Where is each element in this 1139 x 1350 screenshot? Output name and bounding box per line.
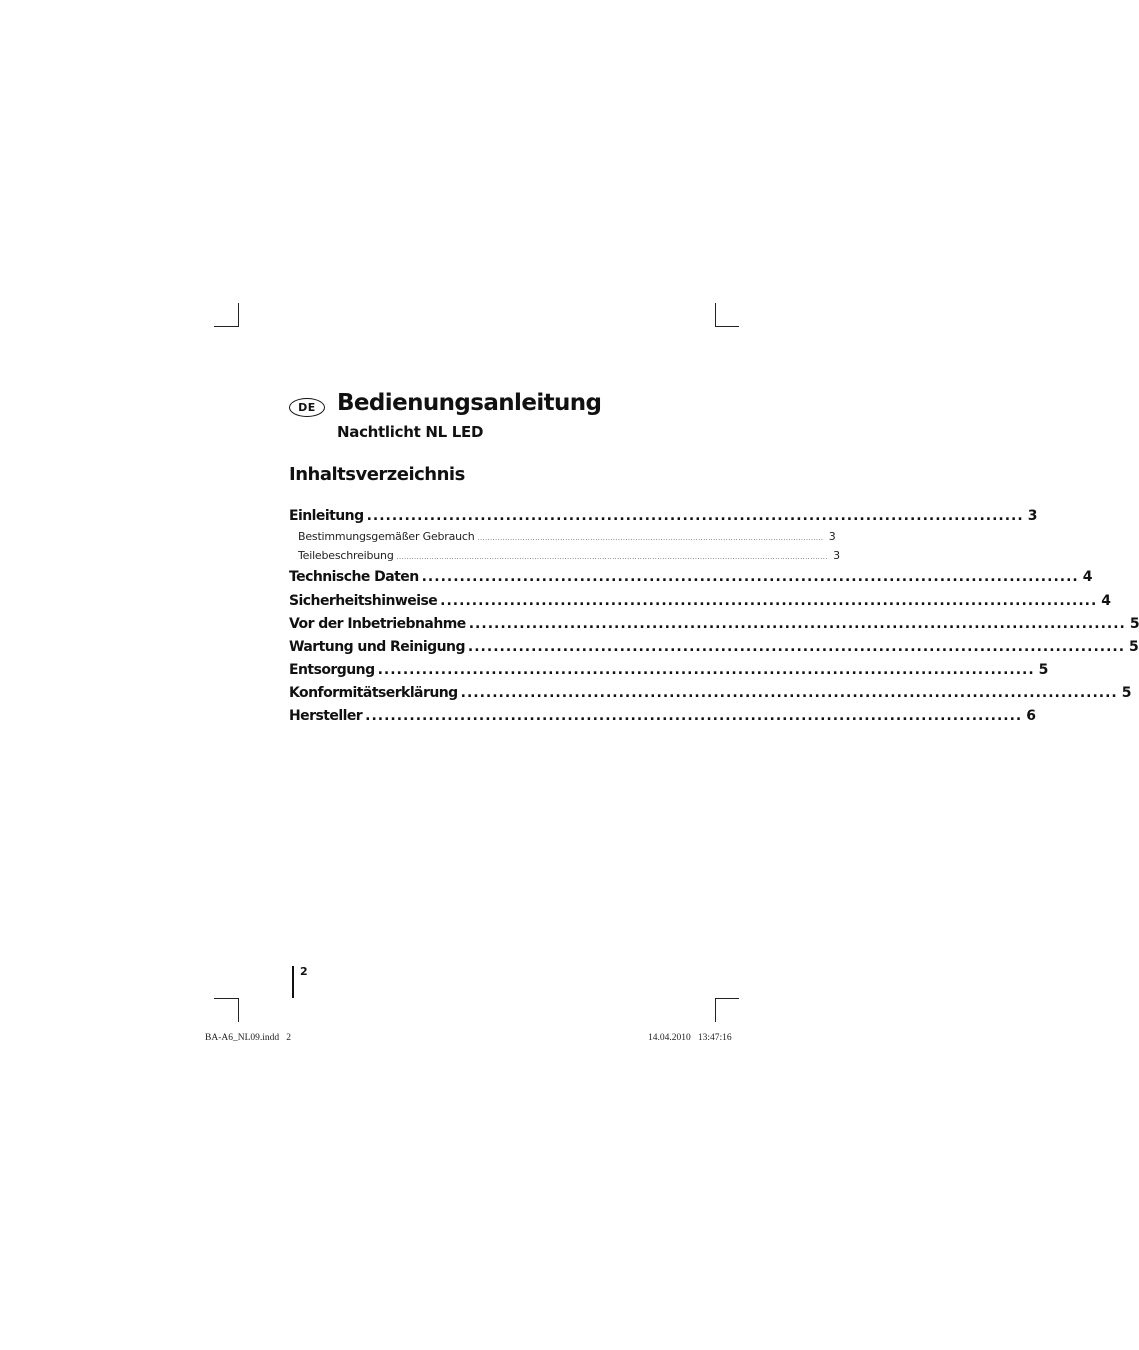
toc-leader-dots: ........................................................................................................ bbox=[467, 639, 1126, 655]
product-subtitle: Nachtlicht NL LED bbox=[337, 423, 484, 441]
language-badge: DE bbox=[289, 398, 325, 417]
toc-entry-label: Vor der Inbetriebnahme bbox=[289, 616, 466, 632]
document-title: Bedienungsanleitung bbox=[337, 390, 602, 416]
crop-mark-bottom-right-h bbox=[715, 998, 739, 999]
slug-timestamp: 14.04.2010 13:47:16 bbox=[648, 1033, 732, 1043]
toc-entry-label: Sicherheitshinweise bbox=[289, 593, 438, 609]
toc-entry-entsorgung[interactable] bbox=[289, 662, 1048, 682]
toc-entry-technische-daten[interactable] bbox=[289, 569, 1092, 589]
page-number-rule bbox=[292, 966, 294, 998]
toc-entry-page: 3 bbox=[828, 530, 836, 543]
toc-entry-hersteller[interactable] bbox=[289, 708, 1036, 728]
crop-mark-bottom-left-h bbox=[214, 998, 238, 999]
crop-mark-top-right-v bbox=[715, 303, 716, 327]
toc-entry-label: Teilebeschreibung bbox=[298, 549, 394, 562]
crop-mark-top-left-v bbox=[238, 303, 239, 327]
toc-entry-page: 3 bbox=[1027, 508, 1037, 524]
toc-entry-page: 3 bbox=[833, 549, 840, 562]
toc-entry-page: 4 bbox=[1082, 569, 1092, 585]
toc-entry-label: Konformitätserklärung bbox=[289, 685, 458, 701]
toc-entry-label: Hersteller bbox=[289, 708, 363, 724]
toc-entry-label: Bestimmungsgemäßer Gebrauch bbox=[298, 530, 475, 543]
toc-entry-label: Wartung und Reinigung bbox=[289, 639, 465, 655]
crop-mark-bottom-right-v bbox=[715, 998, 716, 1022]
toc-entry-label: Entsorgung bbox=[289, 662, 375, 678]
crop-mark-bottom-left-v bbox=[238, 998, 239, 1022]
toc-leader-dots: ........................................................................................................ bbox=[365, 708, 1023, 724]
slug-file-info: BA-A6_NL09.indd 2 bbox=[205, 1033, 292, 1043]
toc-entry-wartung-und-reinigung[interactable] bbox=[289, 639, 1139, 659]
crop-mark-top-left-h bbox=[214, 326, 238, 327]
page-number: 2 bbox=[300, 965, 308, 978]
toc-entry-page: 5 bbox=[1129, 616, 1139, 632]
toc-entry-sicherheitshinweise[interactable] bbox=[289, 593, 1111, 613]
toc-leader-dots: ........................................................................................................ bbox=[366, 508, 1024, 524]
toc-leader-dots: ............................................................................................................................................................................ bbox=[396, 554, 828, 561]
toc-leader-dots: ........................................................................................................ bbox=[377, 662, 1035, 678]
toc-entry-konformitaetserklaerung[interactable] bbox=[289, 685, 1131, 705]
toc-leader-dots: ........................................................................................................ bbox=[440, 593, 1098, 609]
toc-leader-dots: ........................................................................................................ bbox=[468, 616, 1126, 632]
toc-entry-page: 5 bbox=[1038, 662, 1048, 678]
toc-entry-label: Technische Daten bbox=[289, 569, 419, 585]
toc-entry-bestimmungsgemaesser-gebrauch[interactable] bbox=[298, 530, 836, 546]
crop-mark-top-right-h bbox=[715, 326, 739, 327]
toc-entry-page: 4 bbox=[1101, 593, 1111, 609]
toc-entry-teilebeschreibung[interactable] bbox=[298, 549, 840, 565]
toc-leader-dots: .......................................................................................................................................... bbox=[477, 535, 824, 542]
toc-entry-page: 5 bbox=[1129, 639, 1139, 655]
toc-entry-page: 6 bbox=[1026, 708, 1036, 724]
toc-entry-vor-der-inbetriebnahme[interactable] bbox=[289, 616, 1139, 636]
toc-heading: Inhaltsverzeichnis bbox=[289, 464, 465, 485]
toc-entry-page: 5 bbox=[1121, 685, 1131, 701]
toc-entry-einleitung[interactable] bbox=[289, 508, 1037, 528]
toc-leader-dots: ........................................................................................................ bbox=[460, 685, 1118, 701]
toc-leader-dots: ........................................................................................................ bbox=[421, 569, 1079, 585]
toc-entry-label: Einleitung bbox=[289, 508, 364, 524]
